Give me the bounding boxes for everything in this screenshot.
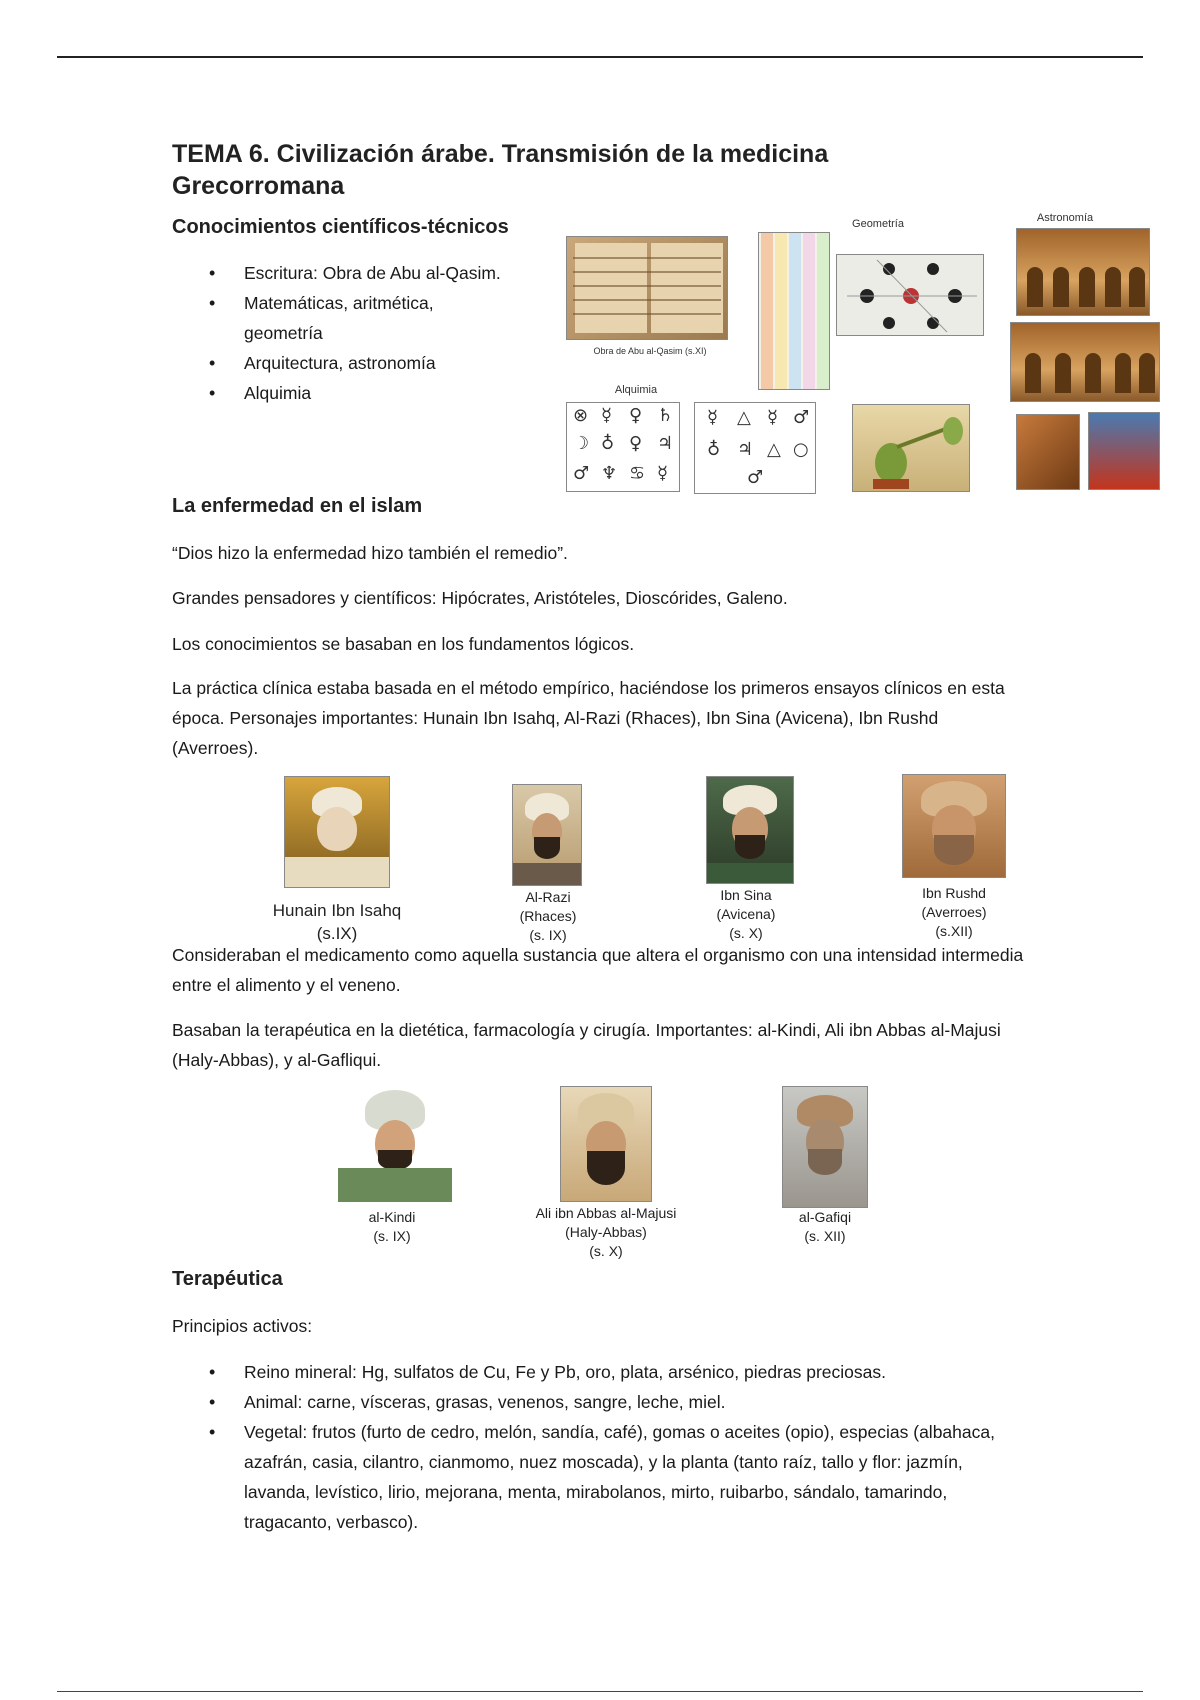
footer-rule <box>57 1691 1143 1692</box>
caption-ibn-rushd: Ibn Rushd (Averroes) (s.XII) <box>921 885 987 939</box>
alchemy-symbols-image-1: ⊗ ☿ ♀ ♄ ☽ ♁ ♀ ♃ ♂ ♆ ♋ ☿ <box>566 402 680 492</box>
astrolabe-image <box>1016 414 1080 490</box>
list-item: • Alquimia <box>172 378 502 408</box>
caption-hunain: Hunain Ibn Isahq (s.IX) <box>272 901 402 943</box>
list-item: • Escritura: Obra de Abu al-Qasim. <box>172 258 502 288</box>
portrait-al-majusi <box>560 1086 652 1202</box>
geometry-image <box>836 254 984 336</box>
portrait-al-gafiqi <box>782 1086 868 1208</box>
portrait-ibn-sina <box>706 776 794 884</box>
header-rule <box>57 56 1143 58</box>
paragraph: Principios activos: <box>172 1316 313 1336</box>
section-heading-enfermedad: La enfermedad en el islam <box>172 495 423 517</box>
portrait-hunain <box>284 776 390 888</box>
manuscript-image <box>566 236 728 340</box>
paragraph: Basaban la terapéutica en la dietética, farmacología y cirugía. Importantes: al-Kindi, Ali ibn Abbas al-Majusi (Haly-Abbas), y al-Gafliqui. <box>172 1020 1001 1070</box>
list-item: • Reino mineral: Hg, sulfatos de Cu, Fe y Pb, oro, plata, arsénico, piedras preciosas. <box>172 1357 1012 1387</box>
palace-image-1 <box>1016 228 1150 316</box>
list-item: • Vegetal: frutos (furto de cedro, melón, sandía, café), gomas o aceites (opio), especias (albahaca, azafrán, casia, cilantro, cianmomo, nuez moscada), y la planta (tanto raíz, tallo y flor: jazmín, lavanda, levístico, lirio, mejorana, menta, mirabolanos, mirto, ruibarbo, sándalo, tamarindo, tragacanto, verbasco). <box>172 1417 1012 1537</box>
caption-al-kindi: al-Kindi (s. IX) <box>368 1209 416 1244</box>
geometry-diagram-icon <box>837 255 985 337</box>
portrait-al-razi <box>512 784 582 886</box>
paragraph: Grandes pensadores y científicos: Hipócrates, Aristóteles, Dioscórides, Galeno. <box>172 588 788 608</box>
quote-paragraph: “Dios hizo la enfermedad hizo también el remedio”. <box>172 543 568 563</box>
list-item: • Matemáticas, aritmética, geometría <box>172 288 502 348</box>
section-heading-terapeutica: Terapéutica <box>172 1268 283 1290</box>
list-item: • Arquitectura, astronomía <box>172 348 502 378</box>
section-heading-conocimientos: Conocimientos científicos-técnicos <box>172 216 509 238</box>
conocimientos-list <box>172 258 502 408</box>
portrait-ibn-rushd <box>902 774 1006 878</box>
caption-al-gafiqi: al-Gafiqi (s. XII) <box>798 1209 852 1244</box>
numerals-table-image <box>758 232 830 390</box>
alembic-image <box>852 404 970 492</box>
astronomer-image <box>1088 412 1160 490</box>
paragraph: Los conocimientos se basaban en los fundamentos lógicos. <box>172 634 635 654</box>
principios-activos-list <box>172 1357 1012 1537</box>
palace-image-2 <box>1010 322 1160 402</box>
alembic-icon <box>853 405 971 493</box>
obra-caption: Obra de Abu al-Qasim (s.XI) <box>593 346 707 356</box>
caption-al-majusi: Ali ibn Abbas al-Majusi (Haly-Abbas) (s. X) <box>535 1205 677 1259</box>
geometria-label: Geometría <box>852 218 904 230</box>
paragraph: La práctica clínica estaba basada en el método empírico, haciéndose los primeros ensayos clínicos en esta época. Personajes importantes: Hunain Ibn Isahq, Al-Razi (Rhaces), Ibn Sina (Avicena), Ibn Rushd (Averroes). <box>172 678 1005 758</box>
caption-al-razi: Al-Razi (Rhaces) (s. IX) <box>519 889 577 943</box>
alquimia-label: Alquimia <box>614 384 658 396</box>
caption-ibn-sina: Ibn Sina (Avicena) (s. X) <box>716 887 776 941</box>
astronomia-label: Astronomía <box>1036 212 1094 224</box>
paragraph: Consideraban el medicamento como aquella sustancia que altera el organismo con una intensidad intermedia entre el alimento y el veneno. <box>172 945 1024 995</box>
portrait-al-kindi <box>338 1086 452 1202</box>
page-title: TEMA 6. Civilización árabe. Transmisión de la medicina Grecorromana <box>172 140 829 200</box>
list-item: • Animal: carne, vísceras, grasas, venenos, sangre, leche, miel. <box>172 1387 1012 1417</box>
alchemy-symbols-image-2: ☿ △ ☿ ♂ ♁ ♃ △ ○ ♂ <box>694 402 816 494</box>
